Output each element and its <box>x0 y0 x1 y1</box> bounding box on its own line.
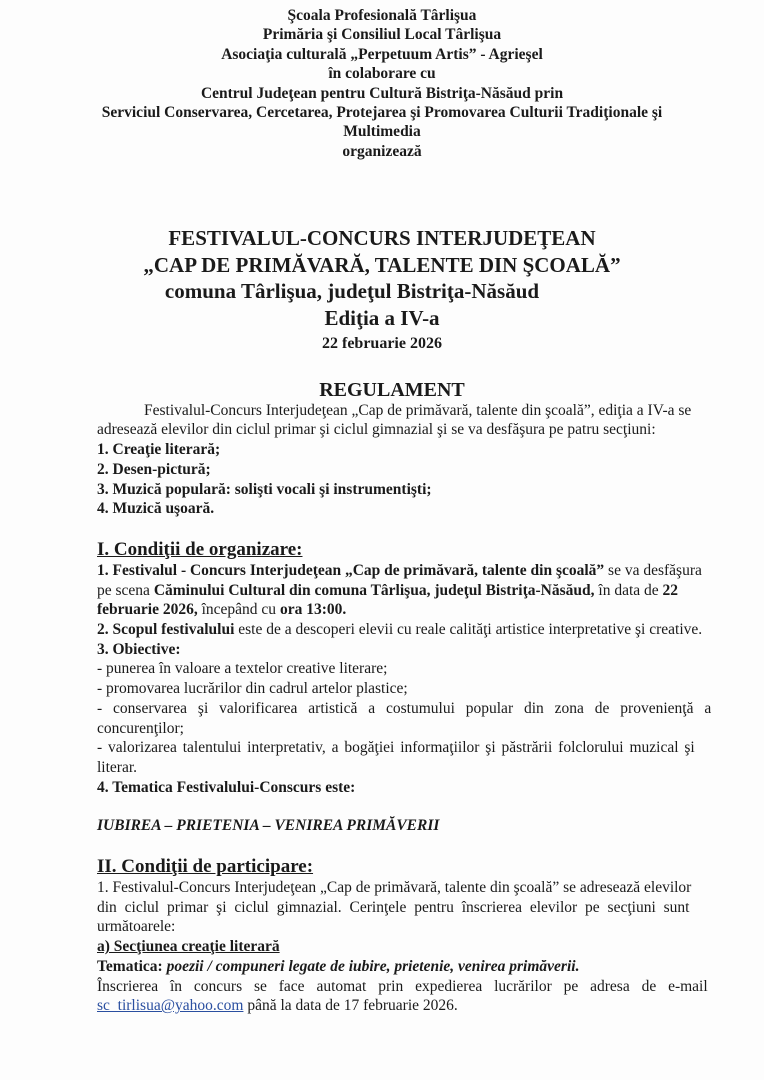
deadline-text: până la data de 17 februarie 2026. <box>243 997 458 1015</box>
intro-line-2: adresează elevilor din ciclul primar şi ciclul gimnazial şi se va desfăşura pe patru secţiuni: <box>97 421 656 439</box>
text: începând cu <box>197 601 280 619</box>
paragraph-1-line-2 <box>97 581 687 601</box>
title-location: comuna Târlişua, judeţul Bistriţa-Năsăud <box>164 279 540 303</box>
date-month-year: februarie 2026, <box>97 601 198 619</box>
organizer-line: Serviciul Conservarea, Cercetarea, Protejarea şi Promovarea Culturii Tradiţionale şi <box>101 104 663 122</box>
intro-line-1: Festivalul-Concurs Interjudeţean „Cap de primăvară, talente din şcoală”, ediţia a IV-a se <box>144 401 692 419</box>
section-list-item: 4. Muzică uşoară. <box>97 500 215 518</box>
title-line-2: „CAP DE PRIMĂVARĂ, TALENTE DIN ŞCOALĂ” <box>143 252 621 277</box>
document-body <box>97 379 712 1016</box>
objectives-heading: 3. Obiective: <box>97 640 181 658</box>
subsection-a-heading: a) Secţiunea creaţie literară <box>97 938 280 956</box>
purpose-text: este de a descoperi elevii cu reale calităţi artistice interpretative şi creative. <box>234 621 703 639</box>
tematica-line <box>97 957 687 977</box>
festival-title <box>0 225 764 358</box>
objective-item: - promovarea lucrărilor din cadrul artelor plastice; <box>97 680 408 698</box>
organizer-line: Şcoala Profesională Târlişua <box>287 7 477 24</box>
organizer-line: în colaborare cu <box>328 65 436 83</box>
date-day: 22 <box>662 581 679 599</box>
participation-line-3: următoarele: <box>97 918 176 936</box>
title-line-1: FESTIVALUL-CONCURS INTERJUDEŢEAN <box>168 226 596 250</box>
section-list-item: 3. Muzică populară: solişti vocali şi instrumentişti; <box>97 480 432 498</box>
objective-item: - conservarea şi valorificarea artistică a costumului popular din zona de provenienţă a <box>97 699 712 717</box>
regulament-heading: REGULAMENT <box>319 379 465 401</box>
title-edition: Ediţia a IV-a <box>324 305 440 330</box>
title-date: 22 februarie 2026 <box>322 335 442 352</box>
organizer-line: Multimedia <box>343 123 421 141</box>
objective-item: - valorizarea talentului interpretativ, a bogăţiei informaţiilor şi păstrării folclorului muzical şi <box>97 739 695 757</box>
section-2-heading: II. Condiţii de participare: <box>97 856 314 878</box>
organizers-header <box>0 6 764 161</box>
festival-name: 1. Festivalul - Concurs Interjudeţean „Cap de primăvară, talente din şcoală” <box>97 561 605 579</box>
tematica-label: Tematica: <box>97 957 163 975</box>
inscriere-line-2 <box>97 996 687 1016</box>
purpose-label: 2. Scopul festivalului <box>97 621 235 639</box>
organizer-line: Asociaţia culturală „Perpetuum Artis” - Agrieşel <box>221 45 543 63</box>
text: pe scena <box>97 581 154 599</box>
inscriere-line-1: Înscrierea în concurs se face automat prin expedierea lucrărilor pe adresa de e-mail <box>97 977 708 995</box>
participation-line-2: din ciclul primar şi ciclul gimnazial. Cerinţele pentru înscrierea elevilor pe secţiuni sunt <box>97 898 690 916</box>
section-list-item: 2. Desen-pictură; <box>97 460 211 478</box>
paragraph-2 <box>97 620 703 640</box>
theme-heading: 4. Tematica Festivalului-Conscurs este: <box>97 778 356 796</box>
section-list-item: 1. Creaţie literară; <box>97 441 221 459</box>
tematica-value: poezii / compuneri legate de iubire, prietenie, venirea primăverii. <box>162 957 580 975</box>
organizer-line: organizează <box>342 142 422 160</box>
text: în data de <box>594 581 663 599</box>
email-link[interactable]: sc_tirlisua@yahoo.com <box>97 997 244 1015</box>
section-1-heading: I. Condiţii de organizare: <box>97 538 303 560</box>
objective-item: - punerea în valoare a textelor creative literare; <box>97 660 388 678</box>
text: se va desfăşura <box>604 561 702 579</box>
paragraph-1-line-1 <box>97 561 702 581</box>
organizer-line: Centrul Judeţean pentru Cultură Bistriţa-Năsăud prin <box>200 84 564 102</box>
venue: Căminului Cultural din comuna Târlişua, judeţul Bistriţa-Năsăud, <box>153 581 595 599</box>
participation-line-1: 1. Festivalul-Concurs Interjudeţean „Cap de primăvară, talente din şcoală” se adresează elevilor <box>97 879 692 897</box>
objective-item: concurenţilor; <box>97 719 184 737</box>
start-time: ora 13:00. <box>279 601 347 619</box>
objective-item: literar. <box>97 758 138 776</box>
organizer-line: Primăria şi Consiliul Local Târlişua <box>262 26 502 44</box>
paragraph-1-line-3 <box>97 600 687 620</box>
theme-value: IUBIREA – PRIETENIA – VENIREA PRIMĂVERII <box>97 817 440 835</box>
